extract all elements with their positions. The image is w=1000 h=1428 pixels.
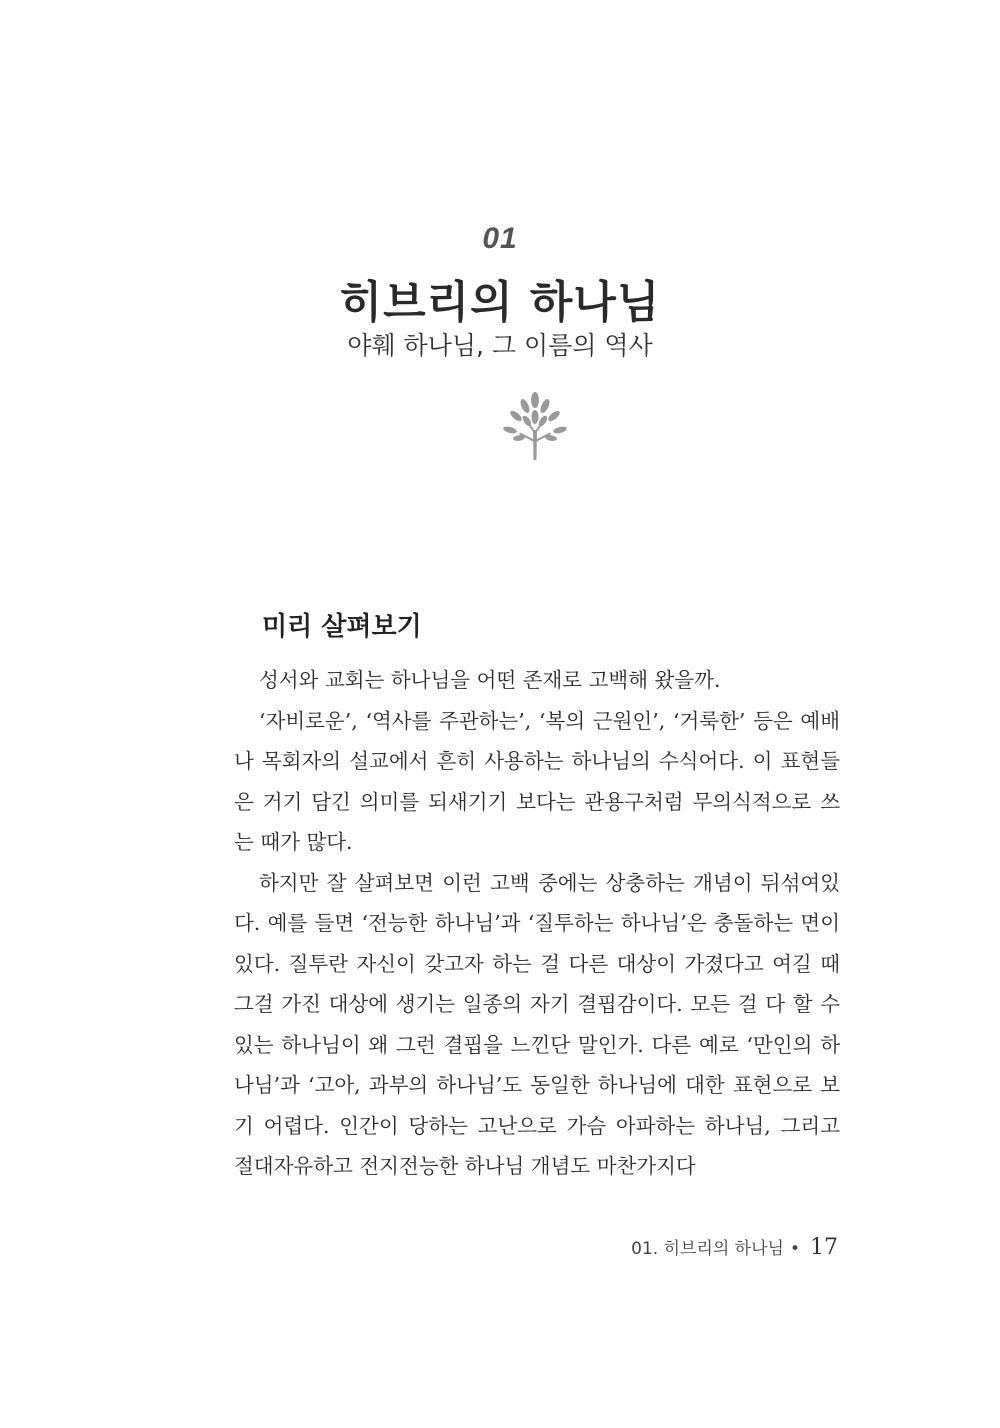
chapter-subtitle: 야훼 하나님, 그 이름의 역사 bbox=[347, 331, 653, 360]
paragraph: ‘자비로운’, ‘역사를 주관하는’, ‘복의 근원인’, ‘거룩한’ 등은 예배나 목회자의 설교에서 흔히 사용하는 하나님의 수식어다. 이 표현들은 거기 담긴 의미를 되새기기 보다는 관용구처럼 무의식적으로 쓰는 때가 많다. bbox=[234, 708, 840, 854]
section-heading: 미리 살펴보기 bbox=[262, 612, 422, 642]
running-title: 01. 히브리의 하나님 bbox=[631, 1239, 784, 1259]
chapter-number: 01 bbox=[482, 222, 518, 255]
footer-separator: • bbox=[789, 1239, 800, 1259]
paragraph: 하지만 잘 살펴보면 이런 고백 중에는 상충하는 개념이 뒤섞여있다. 예를 들면 ‘전능한 하나님’과 ‘질투하는 하나님’은 충돌하는 면이 있다. 질투란 자신이 갖고자 하는 걸 다른 대상이 가졌다고 여길 때 그걸 가진 대상에 생기는 일종의 자기 결핍감이다. 모든 걸 다 할 수 있는 하나님이 왜 그런 결핍을 느낀단 말인가. 다른 예로 ‘만인의 하나님’과 ‘고아, 과부의 하나님’도 동일한 하나님에 대한 표현으로 보기 어렵다. 인간이 당하는 고난으로 가슴 아파하는 하나님, 그리고 절대자유하고 전지전능한 하나님 개념도 마찬가지다 bbox=[234, 870, 840, 1178]
body-text bbox=[234, 660, 840, 1187]
paragraph: 성서와 교회는 하나님을 어떤 존재로 고백해 왔을까. bbox=[259, 668, 721, 692]
page-footer bbox=[631, 1234, 838, 1260]
chapter-title: 히브리의 하나님 bbox=[339, 277, 661, 328]
page-number: 17 bbox=[810, 1235, 838, 1260]
tree-icon bbox=[499, 390, 571, 462]
